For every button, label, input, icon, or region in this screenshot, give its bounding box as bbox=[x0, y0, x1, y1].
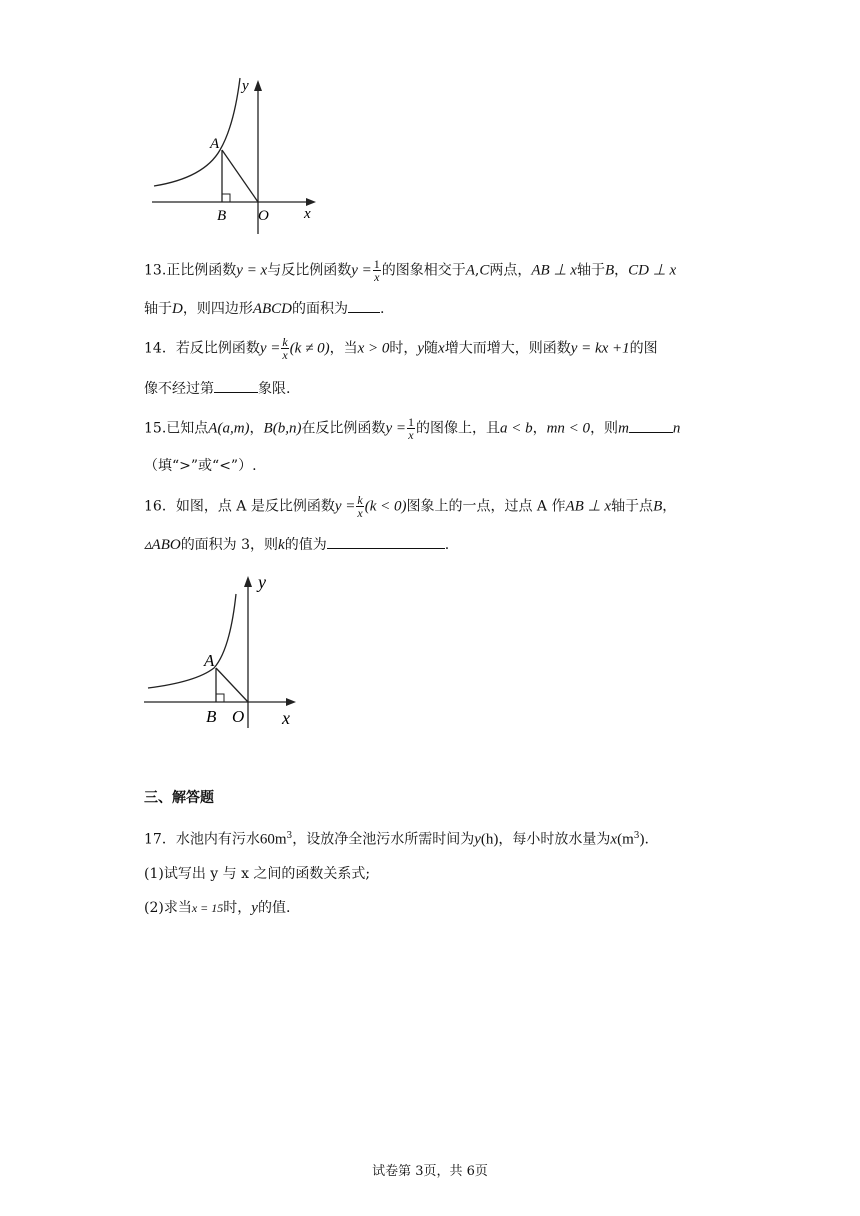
question-16-line-1: 16．如图，点 A 是反比例函数y = $\frac{k}{x}$ (k < 0)图象上的一点，过点 A 作AB ⊥ x轴于点B， bbox=[144, 493, 677, 520]
fig1-label-x: x bbox=[304, 206, 311, 222]
question-13-line-2: 轴于D，则四边形ABCD的面积为 . bbox=[144, 298, 384, 319]
answer-blank-13[interactable] bbox=[348, 298, 380, 313]
fig2-label-a: A bbox=[204, 651, 215, 670]
fig2-label-b: B bbox=[206, 707, 217, 726]
fig1-label-a: A bbox=[210, 136, 220, 152]
question-13-line-1: 13.正比例函数y = x与反比例函数y = $\frac{1}{x}$ 的图象相交于A,C两点，AB ⊥ x轴于B，CD ⊥ x bbox=[144, 257, 677, 284]
figure-1-graph bbox=[144, 74, 324, 238]
fig1-label-o: O bbox=[258, 208, 269, 224]
answer-blank-14[interactable] bbox=[214, 378, 258, 393]
fig1-label-y: y bbox=[242, 78, 249, 94]
question-17-part-1: (1)试写出 y 与 x 之间的函数关系式; bbox=[144, 866, 371, 882]
question-14-line-2: 像不经过第 象限. bbox=[144, 378, 290, 399]
fig1-label-b: B bbox=[217, 208, 227, 224]
question-16-line-2: ▵ABO的面积为 3，则k的值为 . bbox=[144, 534, 449, 555]
answer-blank-15[interactable] bbox=[629, 418, 673, 433]
page-footer: 试卷第 3页，共 6页 bbox=[372, 1164, 488, 1179]
fig2-label-y: y bbox=[258, 572, 266, 592]
fig2-label-o: O bbox=[232, 707, 245, 726]
question-14-line-1: 14．若反比例函数y = $\frac{k}{x}$ (k ≠ 0)，当x > 0时，y随x增大而增大，则函数y = kx +1的图 bbox=[144, 335, 658, 362]
question-17-part-2: (2)求当x = 15时，y的值. bbox=[144, 900, 291, 916]
answer-blank-16[interactable] bbox=[327, 534, 445, 549]
question-15-line-2: （填“>”或“<”）. bbox=[144, 458, 257, 474]
figure-2-graph bbox=[140, 570, 310, 732]
question-17-line-1: 17．水池内有污水$60m^3$，设放净全池污水所需时间为y(h)，每小时放水量为$x(m^3)$. bbox=[144, 831, 649, 848]
section-title: 三、解答题 bbox=[144, 790, 214, 806]
question-15-line-1: 15.已知点A(a,m)，B(b,n)在反比例函数y = $\frac{1}{x}$ 的图像上，且a < b，mn < 0，则m n bbox=[144, 415, 681, 442]
fig2-label-x: x bbox=[282, 708, 290, 728]
